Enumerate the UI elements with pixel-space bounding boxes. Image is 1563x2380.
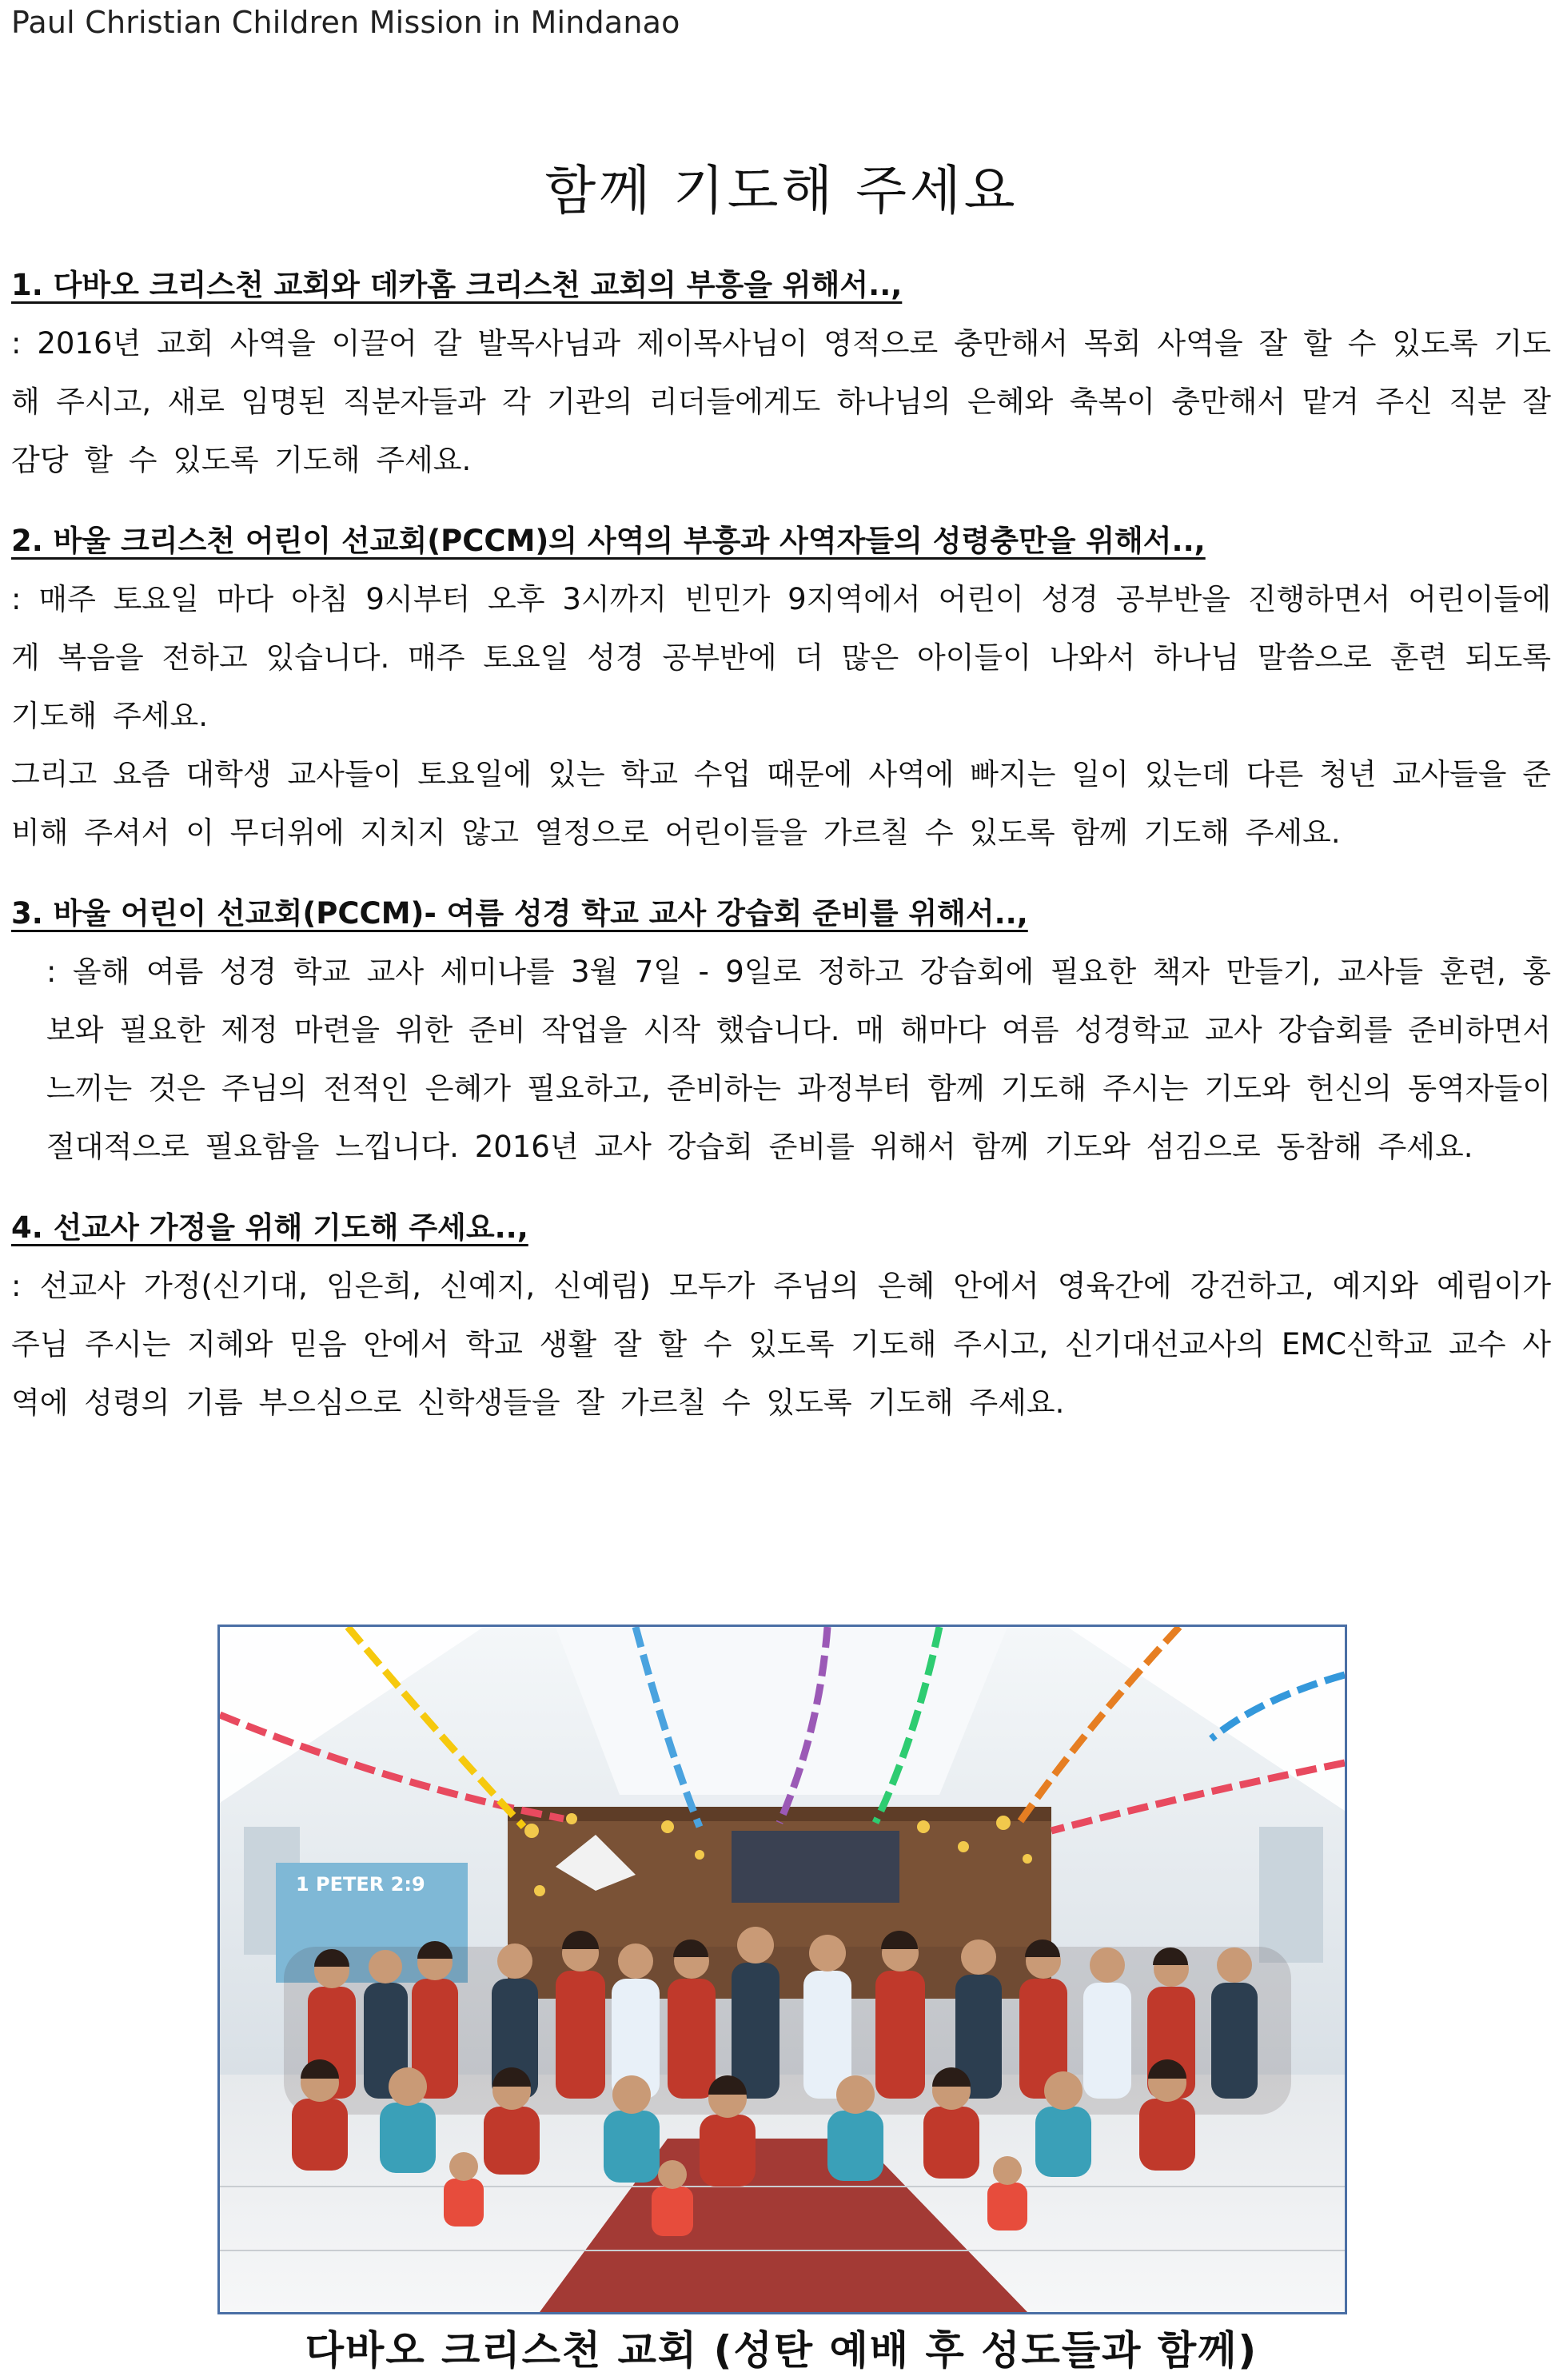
banner-text: 1 PETER 2:9	[296, 1873, 425, 1896]
section-paragraph: : 올해 여름 성경 학교 교사 세미나를 3월 7일 - 9일로 정하고 강습회에 필요한 책자 만들기, 교사들 훈련, 홍보와 필요한 제정 마련을 위한 준비 작업을 시작 했습니다. 매 해마다 여름 성경학교 교사 강습회를 준비하면서 느끼는 것은 주님의 전적인 은혜가 필요하고, 준비하는 과정부터 함께 기도해 주시는 기도와 헌신의 동역자들이 절대적으로 필요함을 느낍니다. 2016년 교사 강습회 준비를 위해서 함께 기도와 섬김으로 동참해 주세요.	[46, 955, 1551, 1164]
section-heading: 1. 다바오 크리스천 교회와 데카홈 크리스천 교회의 부흥을 위해서..,	[11, 268, 903, 302]
organization-header: Paul Christian Children Mission in Mindanao	[11, 5, 680, 40]
section-paragraph: : 매주 토요일 마다 아침 9시부터 오후 3시까지 빈민가 9지역에서 어린이 성경 공부반을 진행하면서 어린이들에게 복음을 전하고 있습니다. 매주 토요일 성경 공부반에 더 많은 아이들이 나와서 하나님 말씀으로 훈련 되도록 기도해 주세요.	[11, 582, 1551, 733]
prayer-section-2	[11, 512, 1551, 862]
section-paragraph: : 2016년 교회 사역을 이끌어 갈 발목사님과 제이목사님이 영적으로 충만해서 목회 사역을 잘 할 수 있도록 기도해 주시고, 새로 임명된 직분자들과 각 기관의 리더들에게도 하나님의 은혜와 축복이 충만해서 맡겨 주신 직분 잘 감당 할 수 있도록 기도해 주세요.	[11, 326, 1551, 477]
prayer-section-3	[11, 884, 1551, 1176]
section-heading: 3. 바울 어린이 선교회(PCCM)- 여름 성경 학교 교사 강습회 준비를 위해서..,	[11, 896, 1028, 931]
group-photo-illustration	[220, 1627, 1345, 2312]
church-group-photo	[217, 1625, 1347, 2314]
prayer-section-4	[11, 1198, 1551, 1432]
prayer-list	[11, 256, 1551, 1454]
prayer-section-1	[11, 256, 1551, 489]
section-paragraph: 그리고 요즘 대학생 교사들이 토요일에 있는 학교 수업 때문에 사역에 빠지는 일이 있는데 다른 청년 교사들을 준비해 주셔서 이 무더위에 지치지 않고 열정으로 어린이들을 가르칠 수 있도록 함께 기도해 주세요.	[11, 757, 1551, 850]
page-title: 함께 기도해 주세요	[544, 160, 1019, 221]
section-heading: 2. 바울 크리스천 어린이 선교회(PCCM)의 사역의 부흥과 사역자들의 성령충만을 위해서..,	[11, 524, 1206, 558]
photo-caption: 다바오 크리스천 교회 (성탄 예배 후 성도들과 함께)	[305, 2327, 1258, 2374]
section-paragraph: : 선교사 가정(신기대, 임은희, 신예지, 신예림) 모두가 주님의 은혜 안에서 영육간에 강건하고, 예지와 예림이가 주님 주시는 지혜와 믿음 안에서 학교 생활 잘 할 수 있도록 기도해 주시고, 신기대선교사의 EMC신학교 교수 사역에 성령의 기름 부으심으로 신학생들을 잘 가르칠 수 있도록 기도해 주세요.	[11, 1269, 1551, 1420]
section-heading: 4. 선교사 가정을 위해 기도해 주세요..,	[11, 1210, 528, 1245]
